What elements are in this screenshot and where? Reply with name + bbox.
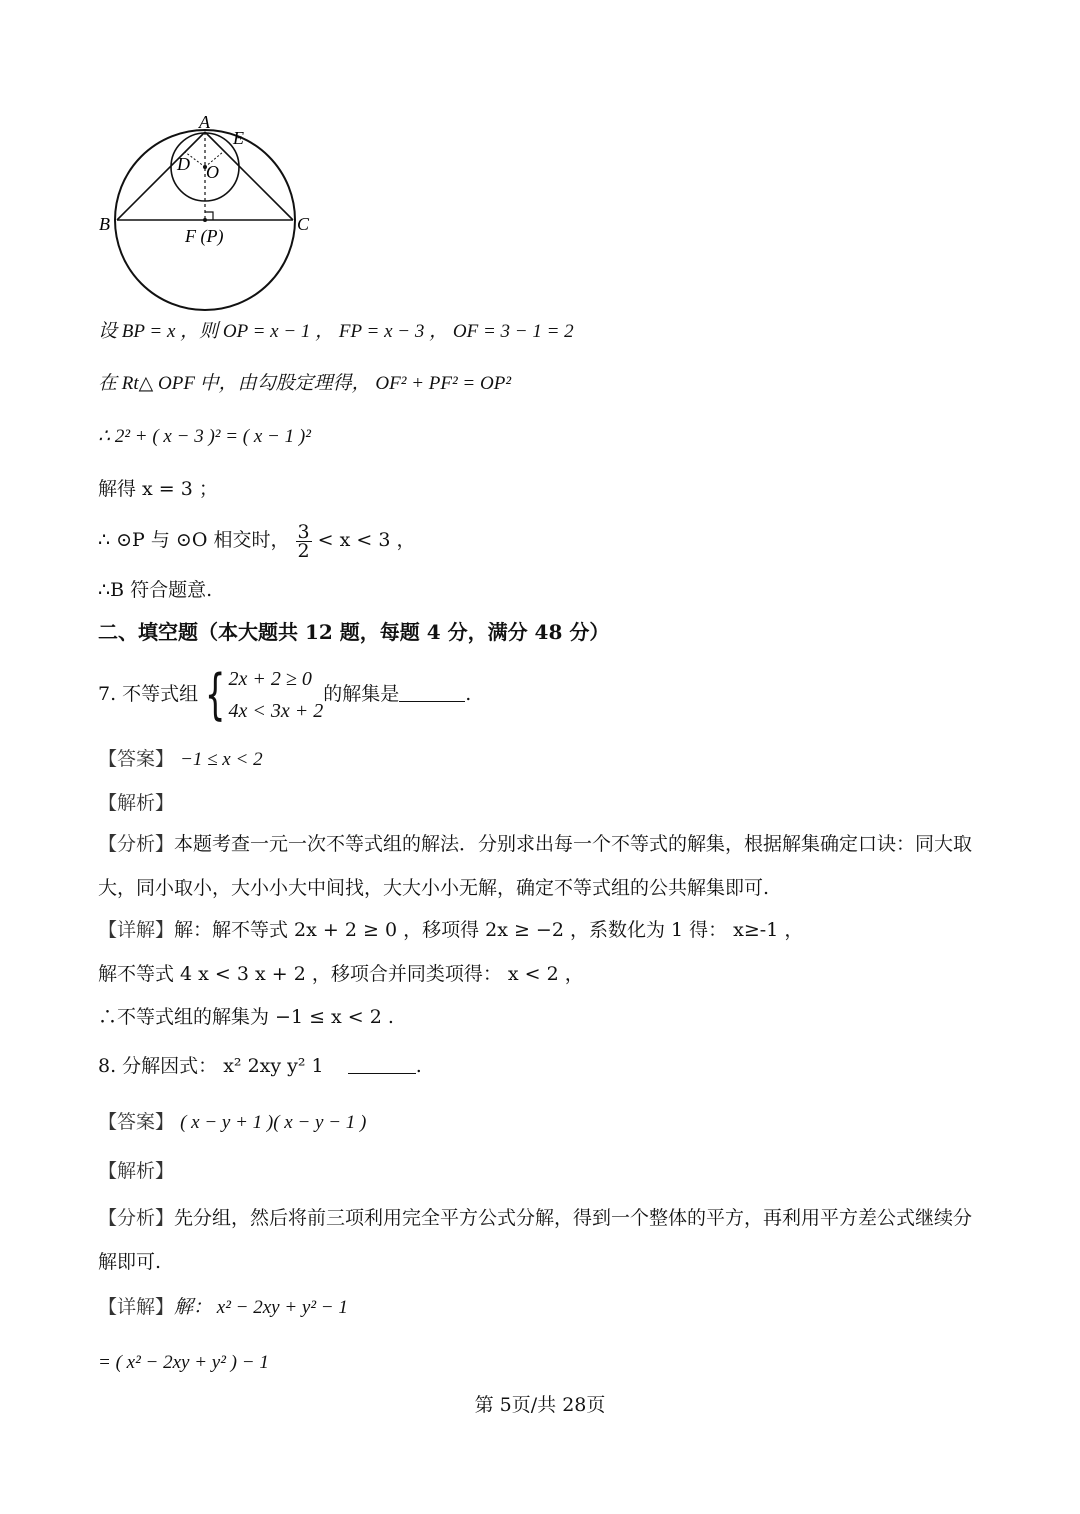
line-solve: 解得 x = 3 ；: [98, 478, 218, 500]
q7-suffix: 的解集是: [323, 683, 400, 705]
inequality-system: [198, 663, 323, 727]
line-conclusion: ∴B 符合题意.: [98, 579, 213, 601]
q8-fenxi: [98, 1196, 990, 1284]
question-8: [98, 1052, 422, 1080]
label-b: B: [99, 214, 110, 234]
segment-ab: [117, 132, 205, 220]
label-d: D: [177, 154, 190, 174]
q8-detail-step-1: [98, 1293, 348, 1322]
question-7: [98, 662, 471, 727]
fenxi-tag: 【分析】: [98, 1207, 175, 1229]
q7-fenxi-text: 本题考查一元一次不等式组的解法．分别求出每一个不等式的解集，根据解集确定口诀：同大取大，同小取小，大小小大中间找，大大小小无解，确定不等式组的公共解集即可.: [98, 833, 973, 899]
label-o: O: [206, 162, 219, 182]
q8-step-2: = ( x² − 2xy + y² ) − 1: [98, 1352, 269, 1373]
intersect-prefix: ∴ ⊙P 与 ⊙O 相交时，: [98, 529, 290, 551]
xiangjie-tag: 【详解】: [98, 919, 175, 941]
q8-analysis-tag: 【解析】: [98, 1160, 175, 1182]
q7-end: .: [465, 683, 472, 705]
answer-blank: [348, 1055, 416, 1074]
system-row-1: 2x + 2 ≥ 0: [228, 668, 312, 690]
page-number-footer: 第 5页/共 28页: [474, 1394, 606, 1416]
q7-analysis-tag: 【解析】: [98, 792, 175, 814]
fraction-three-halves: [296, 520, 312, 562]
q8-prefix: 8. 分解因式： x² 2xy y² 1: [98, 1055, 324, 1077]
fraction-numerator: 3: [297, 520, 310, 543]
left-brace-icon: {: [205, 663, 226, 726]
line-set-bp: 设 BP = x ，则 OP = x − 1 ， FP = x − 3 ， OF = 3 − 1 = 2: [98, 321, 574, 342]
line-equation: ∴ 2² + ( x − 3 )² = ( x − 1 )²: [98, 426, 311, 447]
answer-tag: 【答案】: [98, 1111, 175, 1133]
section-heading: 二、填空题（本大题共 12 题，每题 4 分，满分 48 分）: [98, 620, 610, 644]
q7-step-2: 解不等式 4 x < 3 x + 2 ，移项合并同类项得： x < 2 ，: [98, 963, 584, 985]
answer-blank: [399, 683, 465, 702]
q7-detail-step-1: [98, 916, 803, 944]
q8-fenxi-text: 先分组，然后将前三项利用完全平方公式分解，得到一个整体的平方，再利用平方差公式继续分解即可.: [98, 1207, 973, 1273]
line-intersect: [98, 520, 415, 560]
q7-answer: −1 ≤ x < 2: [180, 749, 263, 770]
fraction-denominator: 2: [297, 539, 310, 562]
q8-answer: ( x − y + 1 )( x − y − 1 ): [180, 1112, 367, 1133]
line-pythagoras: 在 Rt△ OPF 中，由勾股定理得， OF² + PF² = OP²: [98, 373, 512, 394]
q7-answer-line: [98, 745, 263, 774]
label-a: A: [199, 112, 210, 132]
q8-answer-line: [98, 1108, 366, 1137]
q8-step-1: 解： x² − 2xy + y² − 1: [174, 1297, 348, 1318]
xiangjie-tag: 【详解】: [98, 1296, 175, 1318]
intersect-suffix: < x < 3 ，: [317, 529, 416, 551]
circle-geometry-diagram: [95, 112, 335, 322]
q7-step-1: 解：解不等式 2x + 2 ≥ 0 ，移项得 2x ≥ −2 ，系数化为 1 得： x≥-1 ，: [174, 919, 804, 941]
answer-tag: 【答案】: [98, 748, 175, 770]
label-c: C: [297, 214, 310, 234]
label-e: E: [233, 128, 244, 148]
label-f-p: F (P): [185, 226, 224, 246]
q7-prefix: 7. 不等式组: [98, 683, 199, 705]
q8-end: .: [415, 1055, 422, 1077]
foot-dot-f: [203, 218, 207, 222]
q7-fenxi: [98, 822, 990, 910]
q7-step-3: ∴不等式组的解集为 −1 ≤ x < 2 .: [98, 1006, 394, 1028]
system-row-2: 4x < 3x + 2: [228, 700, 324, 722]
fenxi-tag: 【分析】: [98, 833, 175, 855]
